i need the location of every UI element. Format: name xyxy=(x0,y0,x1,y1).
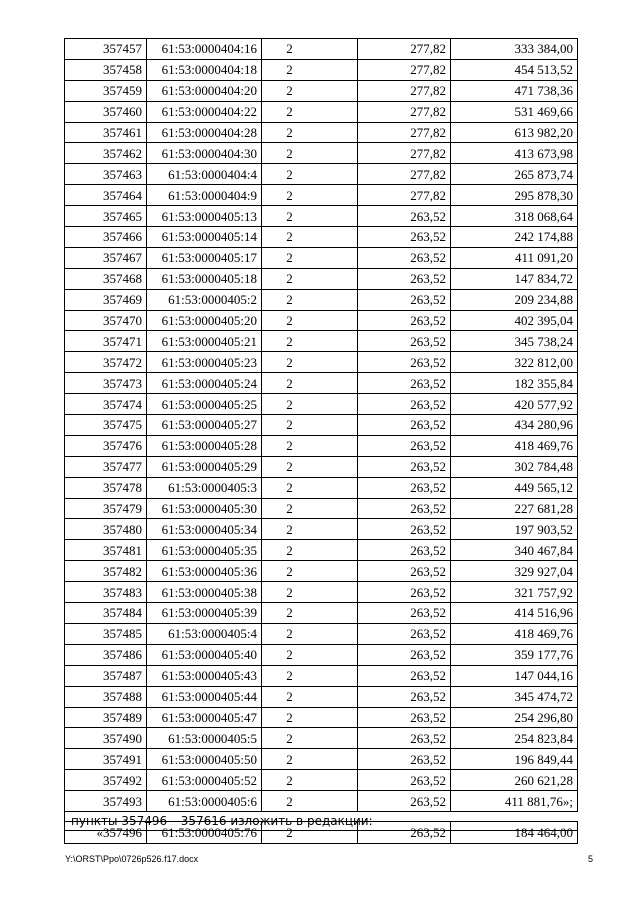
rate-cell: 263,52 xyxy=(358,498,451,519)
cadastral-number-cell: 61:53:0000405:23 xyxy=(147,352,262,373)
category-cell xyxy=(262,665,358,686)
row-number-cell: 357479 xyxy=(65,498,147,519)
row-number-cell: 357465 xyxy=(65,206,147,227)
row-number-cell: 357462 xyxy=(65,143,147,164)
row-number-cell: 357460 xyxy=(65,101,147,122)
value-cell: 227 681,28 xyxy=(451,498,578,519)
rate-cell: 263,52 xyxy=(358,791,451,812)
value-cell: 340 467,84 xyxy=(451,540,578,561)
category-cell xyxy=(262,185,358,206)
table-row xyxy=(65,477,578,498)
category-value: 2 xyxy=(286,772,293,788)
category-value: 2 xyxy=(286,417,293,433)
table-row xyxy=(65,331,578,352)
category-value: 2 xyxy=(286,438,293,454)
category-value: 2 xyxy=(286,626,293,642)
edit-note: пункты 357496 – 357616 изложить в редакции: xyxy=(65,811,578,830)
rate-cell: 263,52 xyxy=(358,247,451,268)
table-row xyxy=(65,623,578,644)
rate-cell: 263,52 xyxy=(358,707,451,728)
value-cell: 254 823,84 xyxy=(451,728,578,749)
row-number-cell: 357477 xyxy=(65,456,147,477)
table-row xyxy=(65,101,578,122)
row-number-cell: 357474 xyxy=(65,394,147,415)
category-value: 2 xyxy=(286,62,293,78)
category-cell xyxy=(262,80,358,101)
category-cell xyxy=(262,310,358,331)
cadastral-number-cell: 61:53:0000405:30 xyxy=(147,498,262,519)
row-number-cell: 357458 xyxy=(65,59,147,80)
category-cell xyxy=(262,268,358,289)
category-cell xyxy=(262,227,358,248)
table-row xyxy=(65,770,578,791)
cadastral-number-cell: 61:53:0000405:5 xyxy=(147,728,262,749)
table-row xyxy=(65,686,578,707)
table-row xyxy=(65,791,578,812)
category-cell xyxy=(262,498,358,519)
rate-cell: 263,52 xyxy=(358,373,451,394)
value-cell: 420 577,92 xyxy=(451,394,578,415)
table-row xyxy=(65,561,578,582)
category-cell xyxy=(262,164,358,185)
page-number: 5 xyxy=(588,854,594,864)
table-row xyxy=(65,822,578,844)
row-number-cell: 357493 xyxy=(65,791,147,812)
value-cell: 295 878,30 xyxy=(451,185,578,206)
table-row xyxy=(65,80,578,101)
row-number-cell: «357496 xyxy=(65,822,147,844)
value-cell: 242 174,88 xyxy=(451,227,578,248)
rate-cell: 263,52 xyxy=(358,415,451,436)
category-value: 2 xyxy=(286,375,293,391)
table-row xyxy=(65,498,578,519)
table-row xyxy=(65,268,578,289)
cadastral-number-cell: 61:53:0000405:35 xyxy=(147,540,262,561)
category-value: 2 xyxy=(286,292,293,308)
cadastral-number-cell: 61:53:0000405:76 xyxy=(147,822,262,844)
table-row xyxy=(65,59,578,80)
cadastral-number-cell: 61:53:0000405:47 xyxy=(147,707,262,728)
category-value: 2 xyxy=(286,751,293,767)
cadastral-number-cell: 61:53:0000405:25 xyxy=(147,394,262,415)
value-cell: 434 280,96 xyxy=(451,415,578,436)
category-value: 2 xyxy=(286,313,293,329)
value-cell: 197 903,52 xyxy=(451,519,578,540)
rate-cell: 263,52 xyxy=(358,623,451,644)
table-row xyxy=(65,749,578,770)
cadastral-number-cell: 61:53:0000405:17 xyxy=(147,247,262,268)
cadastral-number-cell: 61:53:0000404:22 xyxy=(147,101,262,122)
category-cell xyxy=(262,122,358,143)
value-cell: 265 873,74 xyxy=(451,164,578,185)
row-number-cell: 357457 xyxy=(65,39,147,60)
row-number-cell: 357482 xyxy=(65,561,147,582)
category-cell xyxy=(262,206,358,227)
table-row xyxy=(65,394,578,415)
value-cell: 184 464,00 xyxy=(451,822,578,844)
category-value: 2 xyxy=(286,166,293,182)
table-row xyxy=(65,227,578,248)
category-value: 2 xyxy=(286,668,293,684)
cadastral-number-cell: 61:53:0000405:52 xyxy=(147,770,262,791)
table-row xyxy=(65,289,578,310)
category-cell xyxy=(262,623,358,644)
row-number-cell: 357481 xyxy=(65,540,147,561)
category-value: 2 xyxy=(286,104,293,120)
category-cell xyxy=(262,59,358,80)
table-row xyxy=(65,164,578,185)
category-value: 2 xyxy=(286,83,293,99)
value-cell: 359 177,76 xyxy=(451,644,578,665)
footer-file-path: Y:\ORST\Ppo\0726p526.f17.docx xyxy=(65,854,199,864)
table-row xyxy=(65,603,578,624)
category-cell xyxy=(262,352,358,373)
row-number-cell: 357466 xyxy=(65,227,147,248)
rate-cell: 277,82 xyxy=(358,80,451,101)
row-number-cell: 357464 xyxy=(65,185,147,206)
rate-cell: 263,52 xyxy=(358,603,451,624)
value-cell: 402 395,04 xyxy=(451,310,578,331)
rate-cell: 277,82 xyxy=(358,143,451,164)
category-value: 2 xyxy=(286,647,293,663)
rate-cell: 263,52 xyxy=(358,289,451,310)
cadastral-number-cell: 61:53:0000405:14 xyxy=(147,227,262,248)
category-cell xyxy=(262,707,358,728)
rate-cell: 263,52 xyxy=(358,519,451,540)
rate-cell: 263,52 xyxy=(358,227,451,248)
category-cell xyxy=(262,728,358,749)
category-value: 2 xyxy=(286,521,293,537)
table-row xyxy=(65,373,578,394)
table-body xyxy=(65,39,578,812)
category-cell xyxy=(262,770,358,791)
value-cell: 531 469,66 xyxy=(451,101,578,122)
category-value: 2 xyxy=(286,187,293,203)
rate-cell: 263,52 xyxy=(358,749,451,770)
cadastral-number-cell: 61:53:0000404:4 xyxy=(147,164,262,185)
category-value: 2 xyxy=(286,208,293,224)
table-row xyxy=(65,435,578,456)
category-value: 2 xyxy=(286,271,293,287)
rate-cell: 263,52 xyxy=(358,665,451,686)
cadastral-number-cell: 61:53:0000405:43 xyxy=(147,665,262,686)
row-number-cell: 357484 xyxy=(65,603,147,624)
category-cell xyxy=(262,101,358,122)
category-cell xyxy=(262,373,358,394)
cadastral-number-cell: 61:53:0000404:18 xyxy=(147,59,262,80)
rate-cell: 263,52 xyxy=(358,686,451,707)
category-value: 2 xyxy=(286,730,293,746)
category-value: 2 xyxy=(286,689,293,705)
value-cell: 418 469,76 xyxy=(451,435,578,456)
table-row xyxy=(65,185,578,206)
row-number-cell: 357485 xyxy=(65,623,147,644)
table-row xyxy=(65,122,578,143)
category-cell xyxy=(262,331,358,352)
category-value: 2 xyxy=(286,459,293,475)
category-value: 2 xyxy=(286,125,293,140)
category-cell xyxy=(262,519,358,540)
cadastral-number-cell: 61:53:0000405:44 xyxy=(147,686,262,707)
table-row xyxy=(65,415,578,436)
category-cell xyxy=(262,561,358,582)
rate-cell: 263,52 xyxy=(358,644,451,665)
category-cell xyxy=(262,415,358,436)
rate-cell: 263,52 xyxy=(358,394,451,415)
row-number-cell: 357471 xyxy=(65,331,147,352)
category-value: 2 xyxy=(286,41,293,57)
row-number-cell: 357488 xyxy=(65,686,147,707)
category-value: 2 xyxy=(286,605,293,621)
rate-cell: 263,52 xyxy=(358,822,451,844)
rate-cell: 277,82 xyxy=(358,59,451,80)
table-row xyxy=(65,540,578,561)
value-cell: 182 355,84 xyxy=(451,373,578,394)
rate-cell: 263,52 xyxy=(358,268,451,289)
category-cell xyxy=(262,289,358,310)
rate-cell: 263,52 xyxy=(358,352,451,373)
value-cell: 418 469,76 xyxy=(451,623,578,644)
category-cell xyxy=(262,477,358,498)
row-number-cell: 357470 xyxy=(65,310,147,331)
value-cell: 333 384,00 xyxy=(451,39,578,60)
table-row xyxy=(65,39,578,60)
value-cell: 345 474,72 xyxy=(451,686,578,707)
cadastral-number-cell: 61:53:0000405:3 xyxy=(147,477,262,498)
category-value: 2 xyxy=(286,396,293,412)
category-value: 2 xyxy=(286,333,293,349)
row-number-cell: 357475 xyxy=(65,415,147,436)
row-number-cell: 357463 xyxy=(65,164,147,185)
cadastral-number-cell: 61:53:0000405:2 xyxy=(147,289,262,310)
cadastral-number-cell: 61:53:0000405:24 xyxy=(147,373,262,394)
cadastral-number-cell: 61:53:0000405:34 xyxy=(147,519,262,540)
rate-cell: 277,82 xyxy=(358,185,451,206)
rate-cell: 263,52 xyxy=(358,770,451,791)
value-cell: 413 673,98 xyxy=(451,143,578,164)
row-number-cell: 357486 xyxy=(65,644,147,665)
value-cell: 147 834,72 xyxy=(451,268,578,289)
category-value: 2 xyxy=(286,793,293,809)
table-row xyxy=(65,728,578,749)
row-number-cell: 357468 xyxy=(65,268,147,289)
cadastral-number-cell: 61:53:0000405:28 xyxy=(147,435,262,456)
table-row xyxy=(65,707,578,728)
new-version-table xyxy=(64,821,578,844)
row-number-cell: 357473 xyxy=(65,373,147,394)
rate-cell: 263,52 xyxy=(358,728,451,749)
rate-cell: 277,82 xyxy=(358,39,451,60)
row-number-cell: 357491 xyxy=(65,749,147,770)
value-cell: 318 068,64 xyxy=(451,206,578,227)
category-cell xyxy=(262,394,358,415)
table-row xyxy=(65,206,578,227)
category-cell xyxy=(262,603,358,624)
category-cell xyxy=(262,791,358,812)
rate-cell: 263,52 xyxy=(358,310,451,331)
value-cell: 209 234,88 xyxy=(451,289,578,310)
category-cell xyxy=(262,822,358,844)
row-number-cell: 357480 xyxy=(65,519,147,540)
row-number-cell: 357489 xyxy=(65,707,147,728)
value-cell: 322 812,00 xyxy=(451,352,578,373)
row-number-cell: 357472 xyxy=(65,352,147,373)
category-value: 2 xyxy=(286,229,293,245)
table-row xyxy=(65,247,578,268)
category-value: 2 xyxy=(286,145,293,161)
row-number-cell: 357476 xyxy=(65,435,147,456)
value-cell: 411 091,20 xyxy=(451,247,578,268)
table-row xyxy=(65,644,578,665)
rate-cell: 263,52 xyxy=(358,435,451,456)
rate-cell: 277,82 xyxy=(358,164,451,185)
category-value: 2 xyxy=(286,709,293,725)
table-row xyxy=(65,519,578,540)
category-value: 2 xyxy=(286,354,293,370)
category-cell xyxy=(262,644,358,665)
cadastral-number-cell: 61:53:0000404:9 xyxy=(147,185,262,206)
category-value: 2 xyxy=(286,480,293,496)
cadastral-number-cell: 61:53:0000405:20 xyxy=(147,310,262,331)
row-number-cell: 357467 xyxy=(65,247,147,268)
table-row xyxy=(65,143,578,164)
category-cell xyxy=(262,456,358,477)
rate-cell: 263,52 xyxy=(358,561,451,582)
category-value: 2 xyxy=(286,250,293,266)
row-number-cell: 357483 xyxy=(65,582,147,603)
category-value: 2 xyxy=(286,584,293,600)
cadastral-number-cell: 61:53:0000405:40 xyxy=(147,644,262,665)
row-number-cell: 357487 xyxy=(65,665,147,686)
value-cell: 613 982,20 xyxy=(451,122,578,143)
cadastral-number-cell: 61:53:0000405:36 xyxy=(147,561,262,582)
rate-cell: 263,52 xyxy=(358,582,451,603)
row-number-cell: 357469 xyxy=(65,289,147,310)
category-value: 2 xyxy=(286,501,293,517)
row-number-cell: 357459 xyxy=(65,80,147,101)
category-cell xyxy=(262,540,358,561)
cadastral-number-cell: 61:53:0000404:30 xyxy=(147,143,262,164)
cadastral-number-cell: 61:53:0000405:50 xyxy=(147,749,262,770)
value-cell: 302 784,48 xyxy=(451,456,578,477)
table-row xyxy=(65,310,578,331)
category-cell xyxy=(262,582,358,603)
table-row xyxy=(65,665,578,686)
cadastral-number-cell: 61:53:0000404:20 xyxy=(147,80,262,101)
cadastral-number-cell: 61:53:0000405:38 xyxy=(147,582,262,603)
category-cell xyxy=(262,435,358,456)
value-cell: 414 516,96 xyxy=(451,603,578,624)
cadastral-number-cell: 61:53:0000405:4 xyxy=(147,623,262,644)
value-cell: 411 881,76»; xyxy=(451,791,578,812)
cadastral-number-cell: 61:53:0000405:21 xyxy=(147,331,262,352)
category-value: 2 xyxy=(286,825,293,840)
value-cell: 260 621,28 xyxy=(451,770,578,791)
value-cell: 254 296,80 xyxy=(451,707,578,728)
category-cell xyxy=(262,247,358,268)
rate-cell: 263,52 xyxy=(358,477,451,498)
category-cell xyxy=(262,39,358,60)
cadastral-number-cell: 61:53:0000405:13 xyxy=(147,206,262,227)
category-cell xyxy=(262,749,358,770)
rate-cell: 263,52 xyxy=(358,540,451,561)
value-cell: 147 044,16 xyxy=(451,665,578,686)
rate-cell: 263,52 xyxy=(358,331,451,352)
row-number-cell: 357478 xyxy=(65,477,147,498)
cadastral-number-cell: 61:53:0000405:39 xyxy=(147,603,262,624)
value-cell: 449 565,12 xyxy=(451,477,578,498)
cadastral-number-cell: 61:53:0000405:27 xyxy=(147,415,262,436)
table-row xyxy=(65,582,578,603)
cadastral-number-cell: 61:53:0000405:29 xyxy=(147,456,262,477)
rate-cell: 277,82 xyxy=(358,101,451,122)
rate-cell: 263,52 xyxy=(358,456,451,477)
row-number-cell: 357461 xyxy=(65,122,147,143)
value-cell: 196 849,44 xyxy=(451,749,578,770)
cadastral-number-cell: 61:53:0000405:18 xyxy=(147,268,262,289)
cadastral-number-cell: 61:53:0000404:28 xyxy=(147,122,262,143)
rate-cell: 277,82 xyxy=(358,122,451,143)
category-value: 2 xyxy=(286,542,293,558)
category-cell xyxy=(262,143,358,164)
value-cell: 321 757,92 xyxy=(451,582,578,603)
category-value: 2 xyxy=(286,563,293,579)
table-row xyxy=(65,456,578,477)
row-number-cell: 357492 xyxy=(65,770,147,791)
rate-cell: 263,52 xyxy=(358,206,451,227)
value-cell: 345 738,24 xyxy=(451,331,578,352)
value-cell: 454 513,52 xyxy=(451,59,578,80)
table-row xyxy=(65,352,578,373)
data-table xyxy=(64,38,578,831)
cadastral-number-cell: 61:53:0000405:6 xyxy=(147,791,262,812)
category-cell xyxy=(262,686,358,707)
value-cell: 329 927,04 xyxy=(451,561,578,582)
row-number-cell: 357490 xyxy=(65,728,147,749)
value-cell: 471 738,36 xyxy=(451,80,578,101)
cadastral-number-cell: 61:53:0000404:16 xyxy=(147,39,262,60)
